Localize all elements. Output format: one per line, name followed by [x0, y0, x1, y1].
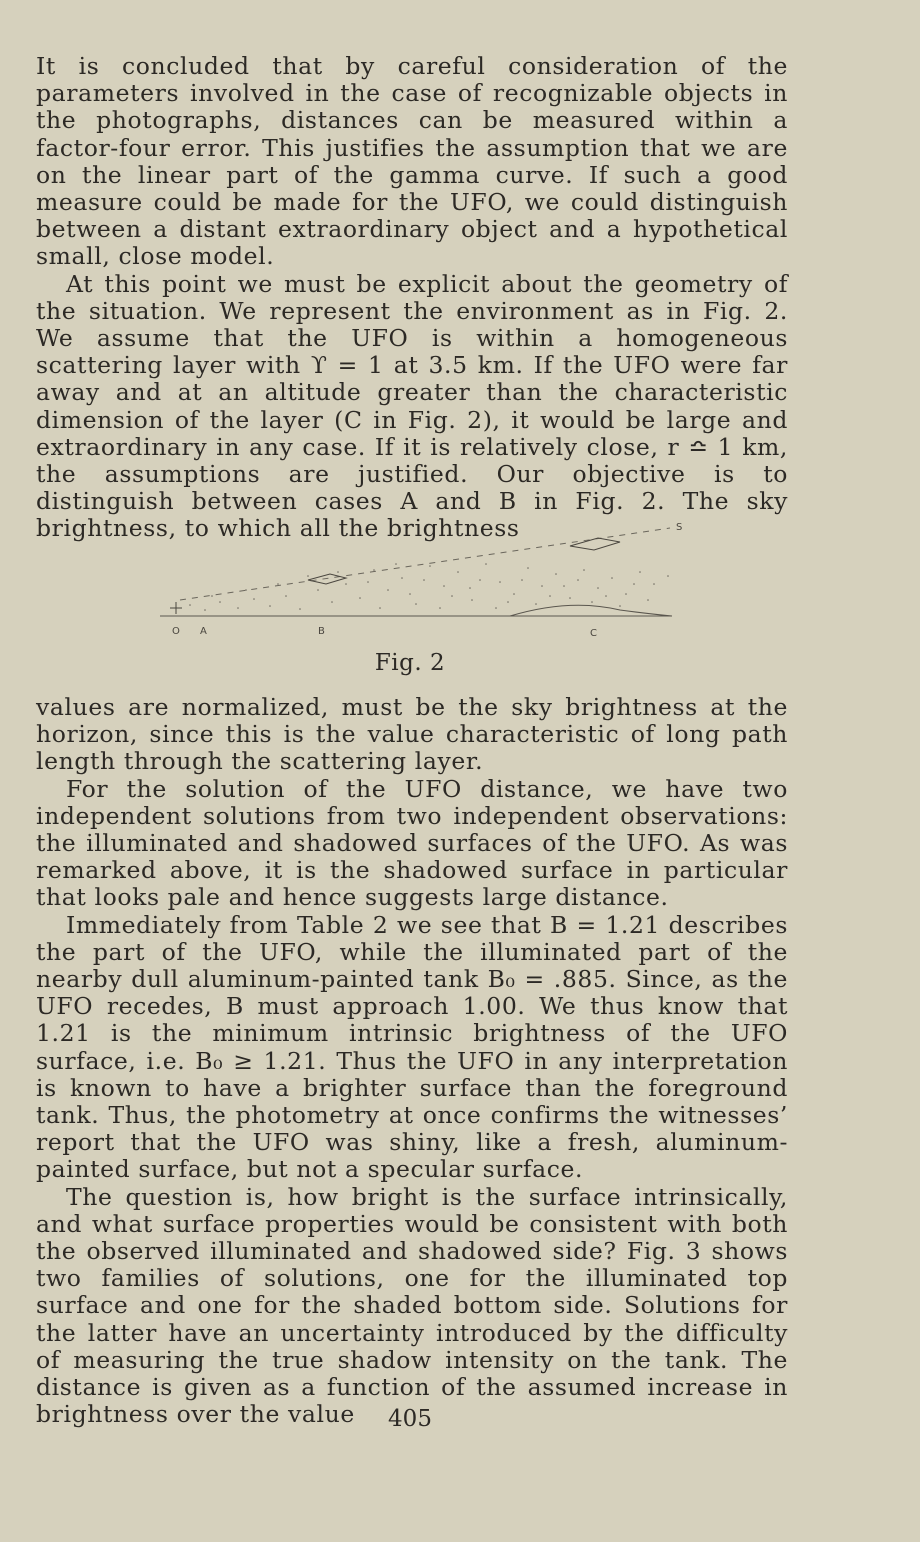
label-a: A [200, 626, 207, 637]
paragraph: For the solution of the UFO distance, we have two independent solutions from two independent observations: the illuminated and shadowed surfaces of the UFO. As was remarked above, it is the shadowed surface in particular that looks pale and hence suggests large distance. [36, 774, 788, 912]
label-c: C [590, 628, 597, 639]
paragraph: The question is, how bright is the surface intrinsically, and what surface properties would be consistent with both the observed illuminated and shadowed side? Fig. 3 shows two families of solutions, one for the illuminated top surface and one for the shaded bottom side. Solutions for the latter have an uncertainty introduced by the difficulty of measuring the true shadow intensity on the tank. The distance is given as a function of the assumed increase in brightness over the value [36, 1182, 788, 1429]
figure-caption: Fig. 2 [374, 650, 446, 676]
label-o: O [172, 626, 180, 637]
figure-2 [150, 510, 690, 640]
terrain-hill [510, 605, 672, 616]
figure-2-diagram [150, 510, 690, 640]
observer-icon [170, 602, 182, 614]
text-block-bottom [36, 694, 788, 1428]
label-s: S [676, 522, 683, 533]
paragraph: Immediately from Table 2 we see that B = 1.21 describes the part of the UFO, while the illuminated part of the nearby dull aluminum-painted tank B₀ = .885. Since, as the UFO recedes, B must approach 1.00. We thus know that 1.21 is the minimum intrinsic brightness of the UFO surface, i.e. B₀ ≥ 1.21. Thus the UFO in any interpretation is known to have a brighter surface than the foreground tank. Thus, the photometry at once confirms the witnesses’ report that the UFO was shiny, like a fresh, aluminum-painted surface, but not a specular surface. [36, 910, 788, 1184]
scattering-layer [189, 563, 669, 611]
page-number: 405 [388, 1406, 432, 1432]
ufo-b-icon [308, 574, 346, 584]
label-b: B [318, 626, 325, 637]
paragraph: values are normalized, must be the sky brightness at the horizon, since this is the value characteristic of long path length through the scattering layer. [36, 693, 788, 776]
paragraph: It is concluded that by careful consideration of the parameters involved in the case of recognizable objects in the photographs, distances can be measured within a factor-four error. This justifies the assumption that we are on the linear part of the gamma curve. If such a good measure could be made for the UFO, we could distinguish between a distant extraordinary object and a hypothetical small, close model. [36, 52, 788, 271]
text-block-top [36, 53, 788, 543]
paragraph: At this point we must be explicit about the geometry of the situation. We represent the environment as in Fig. 2. We assume that the UFO is within a homogeneous scattering layer with ϒ = 1 at 3.5 km. If the UFO were far away and at an altitude greater than the characteristic dimension of the layer (C in Fig. 2), it would be large and extraordinary in any case. If it is relatively close, r ≏ 1 km, the assumptions are justified. Our objective is to distinguish between cases A and B in Fig. 2. The sky brightness, to which all the brightness [36, 269, 788, 543]
ufo-far-icon [570, 538, 620, 550]
